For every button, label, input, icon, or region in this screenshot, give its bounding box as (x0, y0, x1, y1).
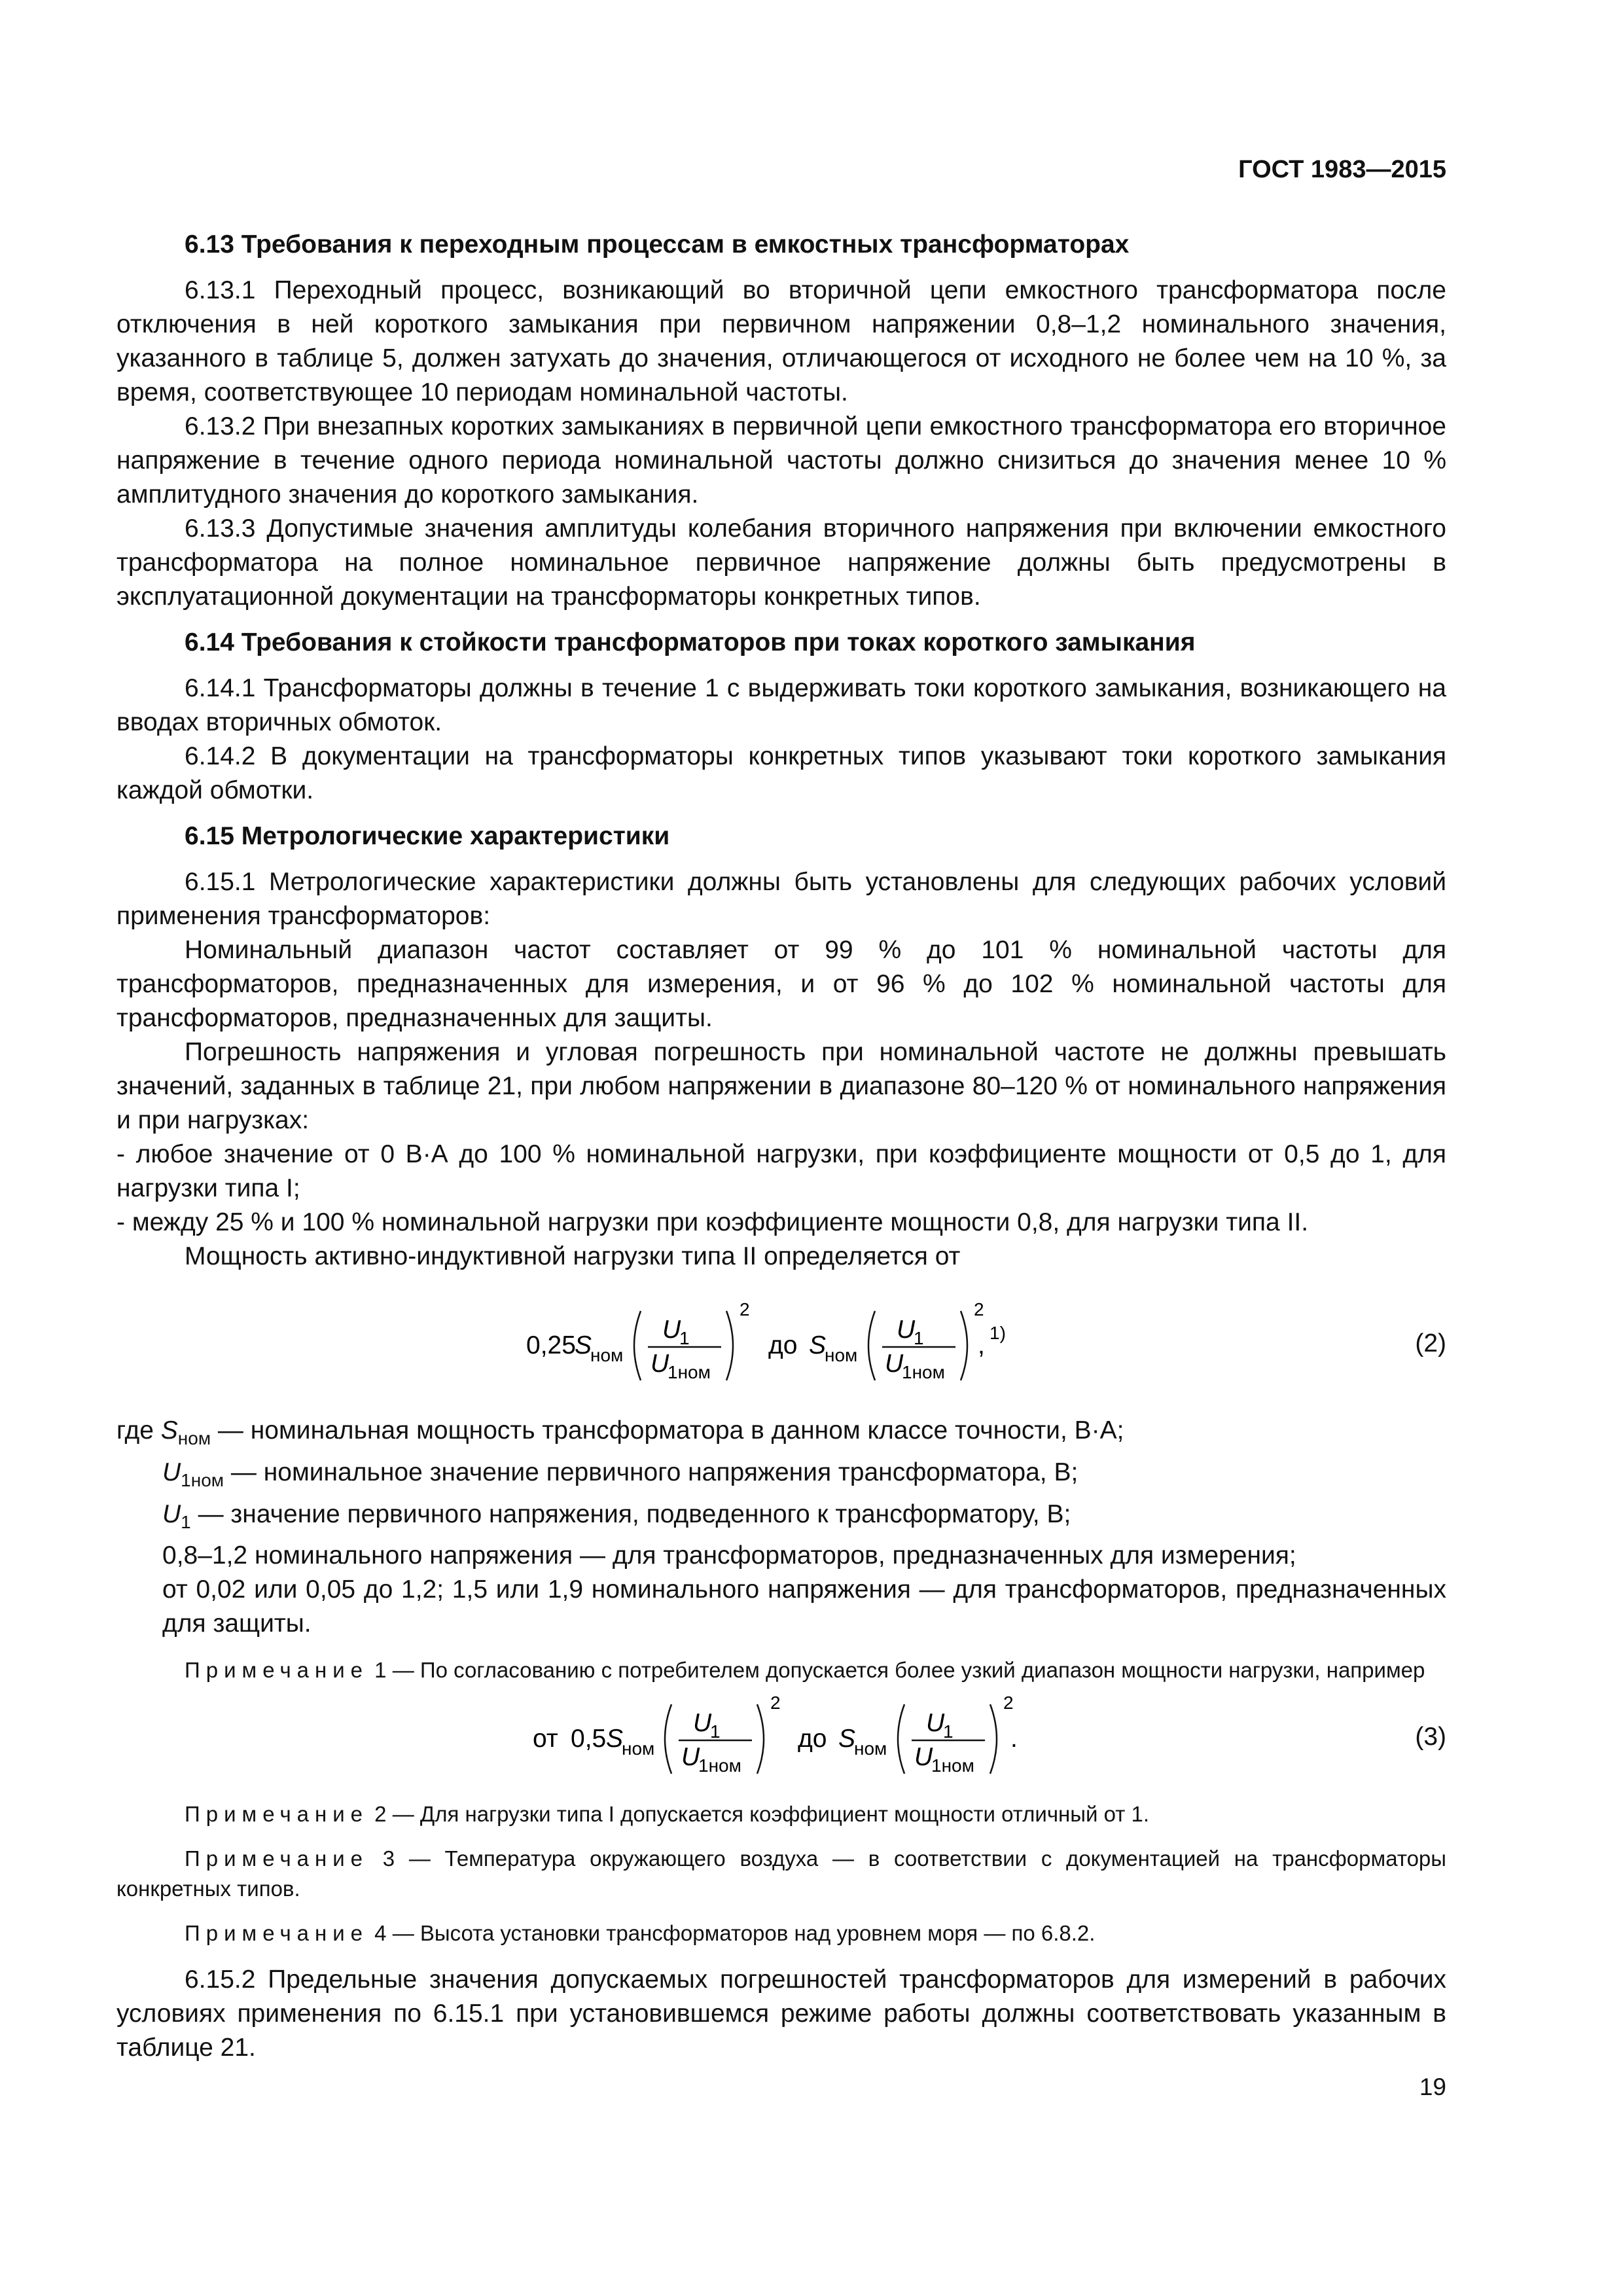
where-lead: где (116, 1416, 154, 1444)
formula-2-s: S (575, 1331, 592, 1359)
formula-3-left-paren-2 (898, 1704, 904, 1774)
note-3-label: Примечание (185, 1846, 369, 1871)
formula-3-den-u-2: U (914, 1743, 933, 1772)
def-u1nom-symbol: U (162, 1458, 181, 1486)
paragraph-6-14-1: 6.14.1 Трансформаторы должны в течение 1 с выдерживать токи короткого замыкания, возникающего на вводах вторичных обмоток. (116, 674, 1446, 736)
note-1-text: 1 — По согласованию с потребителем допускается более узкий диапазон мощности нагрузки, например (368, 1658, 1425, 1683)
formula-3-num-u-2: U (926, 1709, 945, 1738)
formula-2-do: до (768, 1331, 798, 1359)
formula-2-den-sub-2: 1ном (902, 1362, 945, 1382)
formula-2-footnote: 1) (990, 1323, 1006, 1343)
doc-code-header: ГОСТ 1983—2015 (1238, 156, 1446, 183)
formula-3-expression (533, 1688, 1030, 1786)
list-item-load-type-1: - любое значение от 0 В·А до 100 % номинальной нагрузки, при коэффициенте мощности от 0,5 до 1, для нагрузки типа I; (116, 1140, 1446, 1202)
def-u1-sub: 1 (181, 1511, 191, 1532)
formula-3-den-u: U (681, 1743, 700, 1772)
page-content (116, 216, 1446, 2065)
formula-3-number: (3) (1415, 1723, 1446, 1751)
formula-2-den-u-2: U (885, 1350, 904, 1378)
def-u1nom-sub: 1ном (181, 1469, 224, 1490)
formula-2-num-u-2: U (897, 1316, 916, 1344)
paragraph-voltage-error: Погрешность напряжения и угловая погрешность при номинальной частоте не должны превышать значений, заданных в таблице 21, при любом напряжении в диапазоне 80–120 % от номинального напряжения и при нагрузках: (116, 1038, 1446, 1134)
note-2-label: Примечание (185, 1802, 369, 1827)
def-s-text: — номинальная мощность трансформатора в данном классе точности, В·А; (217, 1416, 1124, 1444)
paragraph-6-13-3: 6.13.3 Допустимые значения амплитуды колебания вторичного напряжения при включении емкостного трансформатора на полное номинальное первичное напряжение должны быть предусмотрены в эксплуатационной документации на трансформаторы конкретных типов. (116, 514, 1446, 611)
note-4-text: 4 — Высота установки трансформаторов над уровнем моря — по 6.8.2. (368, 1921, 1096, 1946)
paragraph-frequency-range: Номинальный диапазон частот составляет от 99 % до 101 % номинальной частоты для трансформаторов, предназначенных для измерения, и от 96 % до 102 % номинальной частоты для трансформаторов, предназначенных для защиты. (116, 936, 1446, 1032)
formula-3-num-u: U (693, 1709, 712, 1738)
list-item-load-type-2: - между 25 % и 100 % номинальной нагрузки при коэффициенте мощности 0,8, для нагрузки типа II. (116, 1208, 1309, 1236)
formula-3-num-sub-2: 1 (943, 1721, 954, 1742)
def-u1-text: — значение первичного напряжения, подведенного к трансформатору, В; (198, 1499, 1071, 1528)
paragraph-load-power: Мощность активно-индуктивной нагрузки типа II определяется от (185, 1242, 961, 1270)
formula-3-s-sub: ном (622, 1738, 655, 1759)
section-6-15-title: 6.15 Метрологические характеристики (185, 822, 670, 850)
formula-2-s-sub: ном (590, 1345, 624, 1365)
formula-2-right-paren (726, 1311, 733, 1380)
paragraph-6-13-2: 6.13.2 При внезапных коротких замыканиях в первичной цепи емкостного трансформатора его вторичное напряжение в течение одного периода номинальной частоты должно снизиться до значения менее 10 % амплитудного значения до короткого замыкания. (116, 412, 1446, 509)
formula-2-comma: , (978, 1331, 985, 1359)
formula-2-left-paren (634, 1311, 641, 1380)
note-3 (116, 1844, 1446, 1904)
formula-3 (116, 1688, 1446, 1786)
formula-3-left-paren (665, 1704, 671, 1774)
definition-protection-range: от 0,02 или 0,05 до 1,2; 1,5 или 1,9 номинального напряжения — для трансформаторов, предназначенных для защиты. (162, 1575, 1446, 1638)
formula-3-coef: 0,5 (571, 1725, 607, 1753)
formula-2-den-sub: 1ном (668, 1362, 711, 1382)
formula-2-number: (2) (1415, 1329, 1446, 1357)
section-6-13-title: 6.13 Требования к переходным процессам в емкостных трансформаторах (185, 230, 1130, 259)
paragraph-6-13-1: 6.13.1 Переходный процесс, возникающий во вторичной цепи емкостного трансформатора после отключения в ней короткого замыкания при первичном напряжении 0,8–1,2 номинального значения, указанного в таблице 5, должен затухать до значения, отличающегося от исходного не более чем на 10 %, за время, соответствующее 10 периодам номинальной частоты. (116, 276, 1446, 406)
paragraph-6-15-2: 6.15.2 Предельные значения допускаемых погрешностей трансформаторов для измерений в рабочих условиях применения по 6.15.1 при установившемся режиме работы должны соответствовать указанным в таблице 21. (116, 1965, 1446, 2062)
formula-2-right-paren-2 (961, 1311, 967, 1380)
formula-3-exp: 2 (770, 1693, 781, 1713)
formula-2-exp-2: 2 (974, 1299, 984, 1319)
formula-3-s2: S (838, 1725, 856, 1753)
note-2-text: 2 — Для нагрузки типа I допускается коэффициент мощности отличный от 1. (368, 1802, 1150, 1827)
definition-s-nom (116, 1414, 1446, 1456)
formula-2-num-sub-2: 1 (914, 1328, 924, 1348)
note-3-text: 3 — Температура окружающего воздуха — в соответствии с документацией на трансформаторы конкретных типов. (116, 1846, 1446, 1901)
formula-3-right-paren-2 (990, 1704, 997, 1774)
formula-3-s2-sub: ном (854, 1738, 887, 1759)
formula-3-den-sub: 1ном (698, 1755, 741, 1776)
formula-3-dot: . (1010, 1725, 1018, 1753)
note-2 (116, 1799, 1446, 1829)
def-u1-symbol: U (162, 1499, 181, 1528)
note-1 (116, 1655, 1446, 1685)
formula-3-right-paren (757, 1704, 764, 1774)
formula-3-ot: от (533, 1725, 558, 1753)
note-4-label: Примечание (185, 1921, 369, 1946)
note-1-label: Примечание (185, 1658, 369, 1683)
paragraph-6-14-2: 6.14.2 В документации на трансформаторы конкретных типов указывают токи короткого замыкания каждой обмотки. (116, 742, 1446, 804)
def-s-symbol: S (160, 1416, 178, 1444)
formula-3-exp-2: 2 (1003, 1693, 1014, 1713)
formula-3-do: до (798, 1725, 827, 1753)
note-4 (116, 1918, 1446, 1948)
formula-3-den-sub-2: 1ном (931, 1755, 974, 1776)
page-number: 19 (1419, 2073, 1446, 2100)
formula-2-s2-sub: ном (825, 1345, 858, 1365)
formula-2-num-u: U (662, 1316, 681, 1344)
formula-3-num-sub: 1 (710, 1721, 721, 1742)
formula-3-s: S (606, 1725, 624, 1753)
formula-2-exp: 2 (740, 1299, 750, 1319)
def-u1nom-text: — номинальное значение первичного напряжения трансформатора, В; (230, 1458, 1079, 1486)
definition-u1-nom (116, 1456, 1446, 1498)
paragraph-6-15-1: 6.15.1 Метрологические характеристики должны быть установлены для следующих рабочих условий применения трансформаторов: (116, 868, 1446, 930)
formula-2 (116, 1288, 1446, 1399)
definition-u1 (116, 1498, 1446, 1539)
definition-measurement-range: 0,8–1,2 номинального напряжения — для трансформаторов, предназначенных для измерения; (162, 1541, 1296, 1570)
formula-2-s2: S (809, 1331, 827, 1359)
formula-2-coef: 0,25 (526, 1331, 576, 1359)
formula-2-num-sub: 1 (679, 1328, 690, 1348)
formula-2-den-u: U (651, 1350, 669, 1378)
section-6-14-title: 6.14 Требования к стойкости трансформаторов при токах короткого замыкания (185, 628, 1196, 656)
formula-2-left-paren-2 (868, 1311, 875, 1380)
def-s-sub: ном (177, 1427, 211, 1448)
formula-2-expression (526, 1288, 1037, 1399)
